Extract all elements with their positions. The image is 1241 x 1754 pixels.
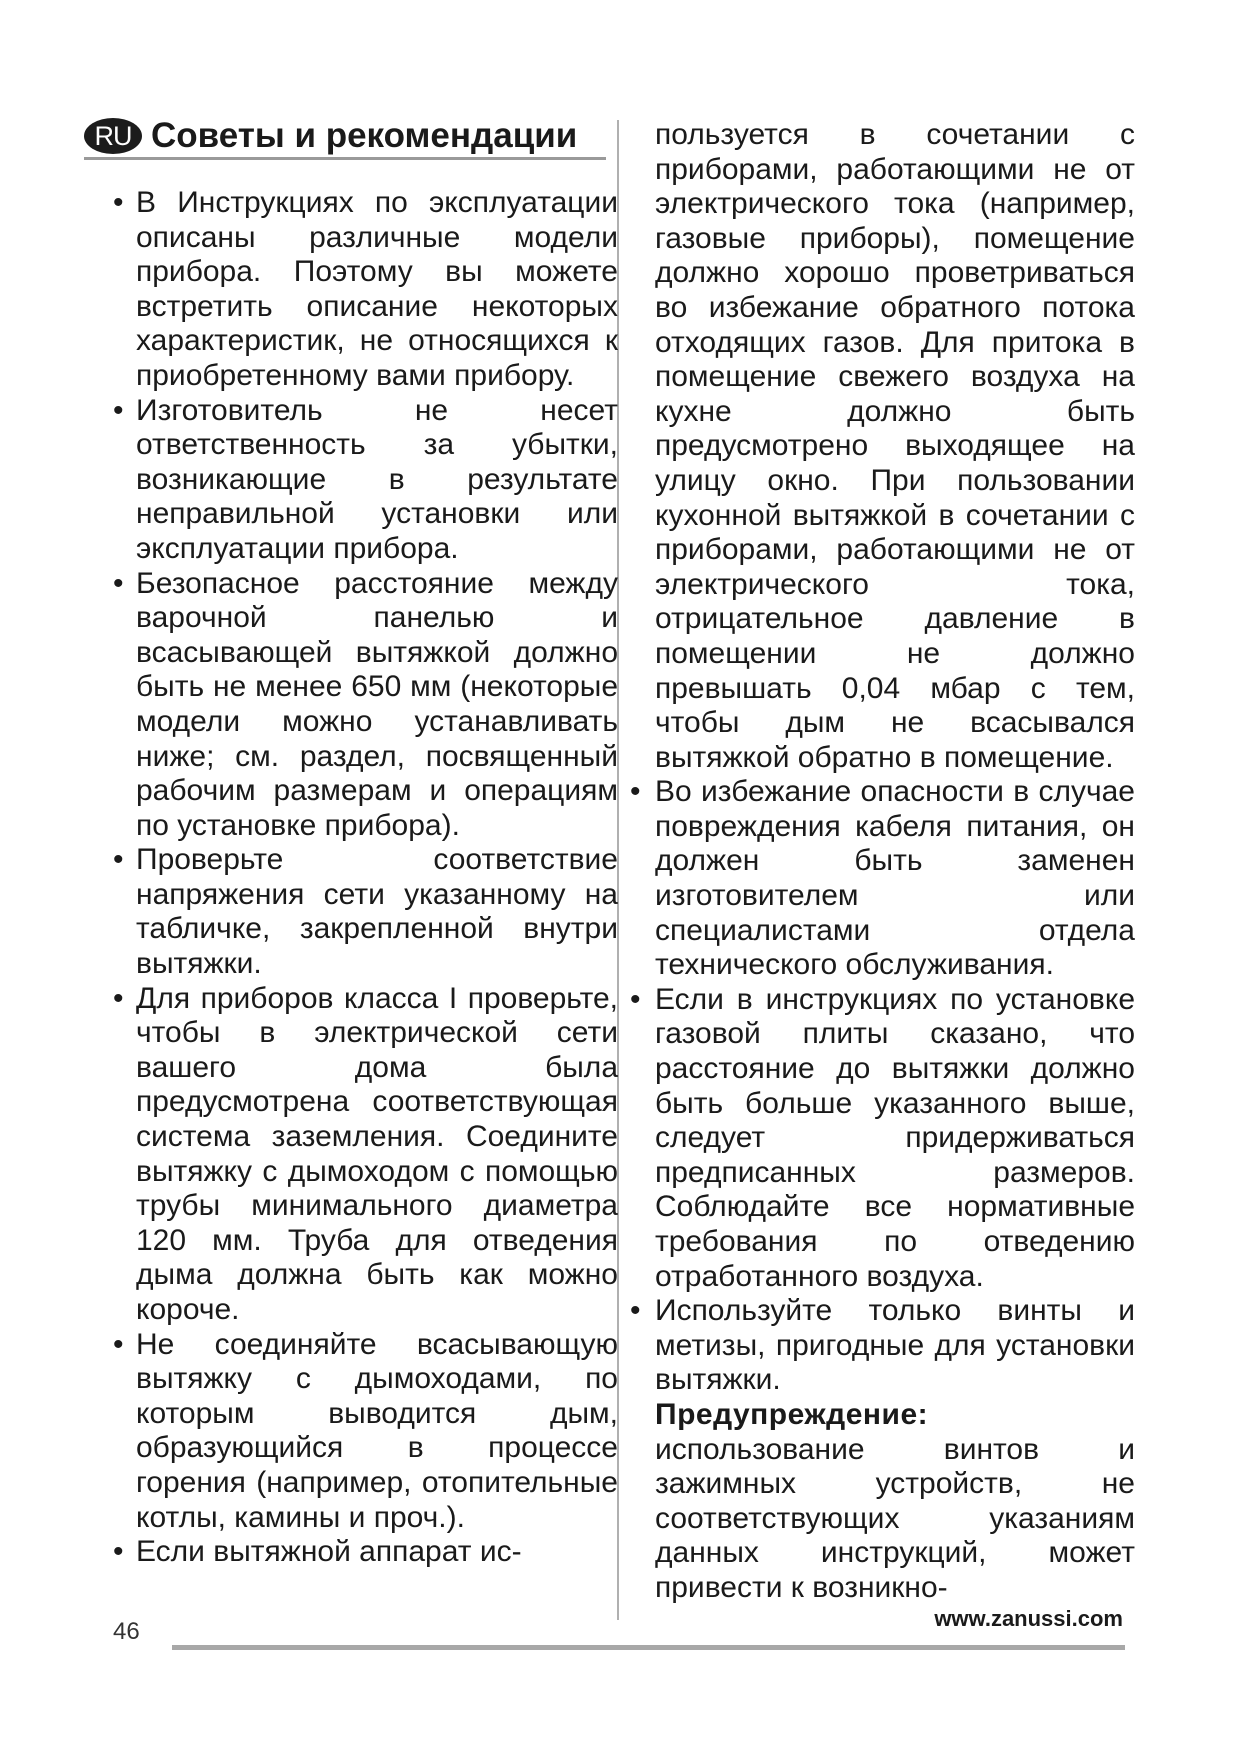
footer-rule: [172, 1645, 1125, 1650]
warning-text: использование винтов и зажимных устройств, не соответствующих указаниям данных инструкций, может привести к возникно-: [655, 1432, 1135, 1604]
continued-paragraph: пользуется в сочетании с приборами, работающими не от электрического тока (например, газовые приборы), помещение должно хорошо проветриваться во избежание обратного потока отходящих газов. Для притока в помещение свежего воздуха на кухне должно быть предусмотрено выходящее на улицу окно. При пользовании кухонной вытяжкой в сочетании с приборами, работающими не от электрического тока, отрицательное давление в помещении не должно превышать 0,04 мбар с тем, чтобы дым не всасывался вытяжкой обратно в помещение.: [655, 118, 1135, 774]
title-underline: [84, 157, 606, 160]
list-item: [113, 394, 618, 567]
bullet-icon: •: [113, 566, 124, 600]
list-item-text: Используйте только винты и метизы, пригодные для установки вытяжки.: [655, 1294, 1135, 1397]
warning-paragraph: [630, 1398, 1135, 1606]
bullet-icon: •: [113, 843, 124, 877]
list-item: [113, 567, 618, 844]
list-item-text: Если вытяжной аппарат ис-: [136, 1535, 522, 1569]
warning-label: Предупреждение:: [655, 1397, 929, 1431]
bullet-icon: •: [630, 775, 641, 809]
bullet-icon: •: [630, 1294, 641, 1328]
list-item: [630, 983, 1135, 1294]
list-item-text: Если в инструкциях по установке газовой плиты сказано, что расстояние до вытяжки должно быть больше указанного выше, следует придерживаться предписанных размеров. Соблюдайте все нормативные требования по отведению отработанного воздуха.: [655, 982, 1135, 1293]
list-item-text: Безопасное расстояние между варочной панелью и всасывающей вытяжкой должно быть не менее 650 мм (некоторые модели можно устанавливать ниже; см. раздел, посвященный рабочим размерам и операциям по установке прибора).: [136, 566, 618, 842]
bullet-icon: •: [630, 982, 641, 1016]
section-header: [84, 116, 577, 156]
list-item-text: В Инструкциях по эксплуатации описаны различные модели прибора. Поэтому вы можете встретить описание некоторых характеристик, не относящихся к приобретенному вами прибору.: [136, 186, 618, 392]
list-item: [113, 843, 618, 981]
list-item-text: Проверьте соответствие напряжения сети указанному на табличке, закрепленной внутри вытяжки.: [136, 843, 618, 981]
bullet-icon: •: [113, 1327, 124, 1361]
list-item-text: Для приборов класса I проверьте, чтобы в электрической сети вашего дома была предусмотрена соответствующая система заземления. Соедините вытяжку с дымоходом с помощью трубы минимального диаметра 120 мм. Труба для отведения дыма должна быть как можно короче.: [136, 981, 618, 1326]
list-item: [113, 186, 618, 394]
list-item: [113, 1535, 618, 1570]
bullet-icon: •: [113, 186, 124, 219]
list-item: [113, 1328, 618, 1536]
section-title: Советы и рекомендации: [151, 116, 578, 155]
bullet-icon: •: [113, 393, 124, 427]
language-badge: RU: [84, 118, 142, 154]
left-column: [113, 186, 618, 1570]
right-column: [630, 118, 1135, 1606]
list-item-text: Во избежание опасности в случае повреждения кабеля питания, он должен быть заменен изготовителем или специалистами отдела технического обслуживания.: [655, 775, 1135, 982]
page-number: 46: [113, 1618, 140, 1645]
list-item: [113, 982, 618, 1328]
list-item-text: Не соединяйте всасывающую вытяжку с дымоходами, по которым выводится дым, образующийся в процессе горения (например, отопительные котлы, камины и проч.).: [136, 1327, 618, 1534]
bullet-icon: •: [113, 981, 124, 1015]
website-link[interactable]: www.zanussi.com: [934, 1606, 1123, 1631]
list-item: [630, 1294, 1135, 1398]
list-item-text: Изготовитель не несет ответственность за убытки, возникающие в результате неправильной установки или эксплуатации прибора.: [136, 393, 618, 565]
list-item: [630, 775, 1135, 983]
bullet-icon: •: [113, 1535, 124, 1569]
